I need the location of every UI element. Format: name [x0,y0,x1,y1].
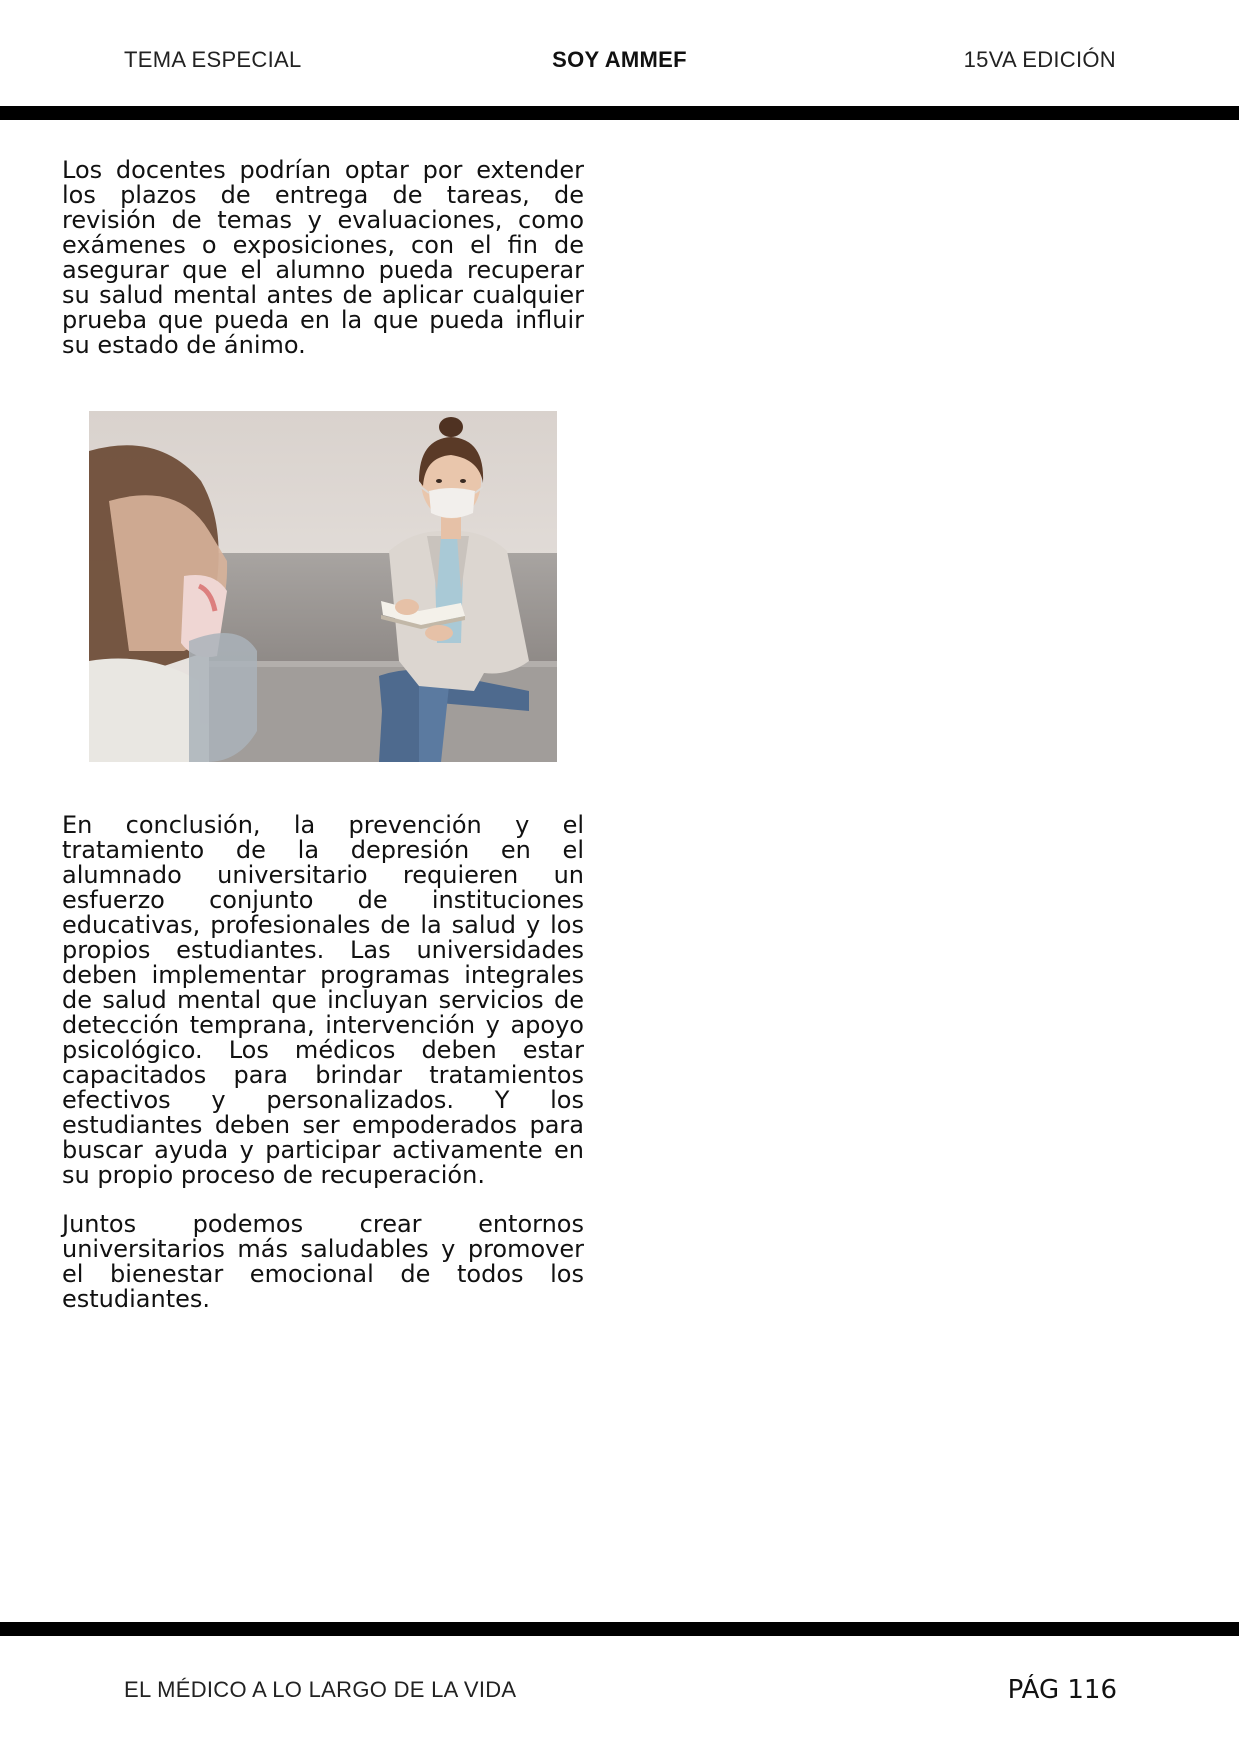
header-divider [0,106,1239,120]
header-edition-label: 15VA EDICIÓN [963,47,1116,72]
header-magazine-title: SOY AMMEF [552,47,687,72]
header-section-label: TEMA ESPECIAL [124,47,302,72]
footer-section-title: EL MÉDICO A LO LARGO DE LA VIDA [124,1677,517,1702]
page-number: PÁG 116 [1007,1675,1117,1705]
body-paragraph: Juntos podemos crear entornos universitarios más saludables y promover el bienestar emocional de todos los estudiantes. [62,1210,584,1313]
therapy-session-photo [89,411,557,762]
body-paragraph: Los docentes podrían optar por extender los plazos de entrega de tareas, de revisión de temas y evaluaciones, como exámenes o exposiciones, con el fin de asegurar que el alumno pueda recuperar su salud mental antes de aplicar cualquier prueba que pueda en la que pueda influir su estado de ánimo. [62,156,584,359]
footer-divider [0,1622,1239,1636]
body-paragraph: En conclusión, la prevención y el tratamiento de la depresión en el alumnado universitario requieren un esfuerzo conjunto de instituciones educativas, profesionales de la salud y los propios estudiantes. Las universidades deben implementar programas integrales de salud mental que incluyan servicios de detección temprana, intervención y apoyo psicológico. Los médicos deben estar capacitados para brindar tratamientos efectivos y personalizados. Y los estudiantes deben ser empoderados para buscar ayuda y participar activamente en su propio proceso de recuperación. [62,811,584,1189]
